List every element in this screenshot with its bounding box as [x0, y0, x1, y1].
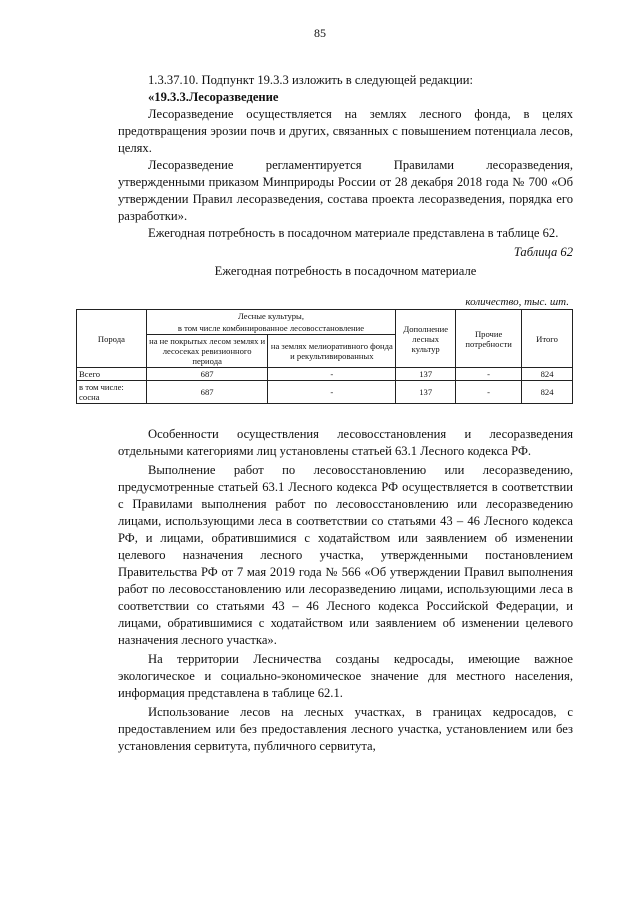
cell-value: 824 — [522, 381, 573, 404]
page-number: 85 — [314, 26, 326, 40]
header-total: Итого — [522, 310, 573, 368]
header-including-combined: в том числе комбинированное лесовосстановление — [146, 322, 395, 335]
cell-value: 137 — [396, 381, 456, 404]
paragraph: Выполнение работ по лесовосстановлению или лесоразведению, предусмотренные статьей 63.1 Лесного кодекса РФ осуществляется в соответствии с Правилами выполнения работ по лесовосстановлению или лесоразведению лицами, использующими леса в соответствии со статьями 43 – 46 Лесного кодекса РФ, и лицами, обратившимися с ходатайством или заявлением об изменении целевого назначения лесного участка, утвержденными постановлением Правительства РФ от 7 мая 2019 года № 566 «Об утверждении Правил выполнения работ по лесовосстановлению или лесоразведению лицами, использующими леса в соответствии со статьями 43 – 46 Лесного кодекса Российской Федерации, и лицами, обратившимися с ходатайством или заявлением об изменении целевого назначения лесного участка». — [118, 463, 573, 647]
row-breed — [77, 381, 147, 404]
table-header-row — [77, 310, 573, 323]
header-breed: Порода — [77, 310, 147, 368]
paragraph: Лесоразведение осуществляется на землях лесного фонда, в целях предотвращения эрозии почв и других, связанных с повышением потенциала лесов, целях. — [118, 107, 573, 155]
paragraph: Лесоразведение регламентируется Правилами лесоразведения, утвержденными приказом Минприроды России от 28 декабря 2018 года № 700 «Об утверждении Правил лесоразведения, состава проекта лесоразведения, порядка его разработки». — [118, 158, 573, 223]
table-units: количество, тыс. шт. — [465, 296, 569, 308]
paragraph: Ежегодная потребность в посадочном материале представлена в таблице 62. — [148, 226, 559, 240]
row-breed-line: сосна — [79, 392, 100, 402]
section-heading: «19.3.3.Лесоразведение — [148, 90, 279, 104]
document-body — [79, 72, 573, 755]
cell-value: 687 — [146, 381, 268, 404]
header-sub-reclaimed: на землях мелиоративного фонда и рекультивированных — [268, 335, 396, 368]
header-supplement: Дополнение лесных культур — [396, 310, 456, 368]
header-sub-uncovered: на не покрытых лесом землях и лесосеках ревизионного периода — [146, 335, 268, 368]
cell-value: - — [268, 381, 396, 404]
planting-material-table — [76, 309, 573, 404]
table-number: Таблица 62 — [513, 245, 573, 259]
paragraph: Использование лесов на лесных участках, в границах кедросадов, с предоставлением или без предоставления лесного участка, установлением или без установления сервитута, публичного сервитута, — [118, 705, 573, 753]
cell-value: - — [268, 368, 396, 381]
paragraph: Особенности осуществления лесовосстановления и лесоразведения отдельными категориями лиц установлены статьей 63.1 Лесного кодекса РФ. — [118, 427, 573, 458]
cell-value: 687 — [146, 368, 268, 381]
table-row — [77, 381, 573, 404]
cell-value: 137 — [396, 368, 456, 381]
cell-value: - — [456, 368, 522, 381]
header-other: Прочие потребности — [456, 310, 522, 368]
paragraph: 1.3.37.10. Подпункт 19.3.3 изложить в следующей редакции: — [148, 73, 474, 87]
cell-value: - — [456, 381, 522, 404]
paragraph: На территории Лесничества созданы кедросады, имеющие важное экологическое и социально-экономическое значение для местного населения, информация представлена в таблице 62.1. — [118, 652, 573, 700]
row-breed: Всего — [77, 368, 147, 381]
table-row — [77, 368, 573, 381]
cell-value: 824 — [522, 368, 573, 381]
table-title: Ежегодная потребность в посадочном материале — [214, 264, 477, 278]
header-forest-cultures: Лесные культуры, — [146, 310, 395, 323]
row-breed-line: в том числе: — [79, 382, 124, 392]
